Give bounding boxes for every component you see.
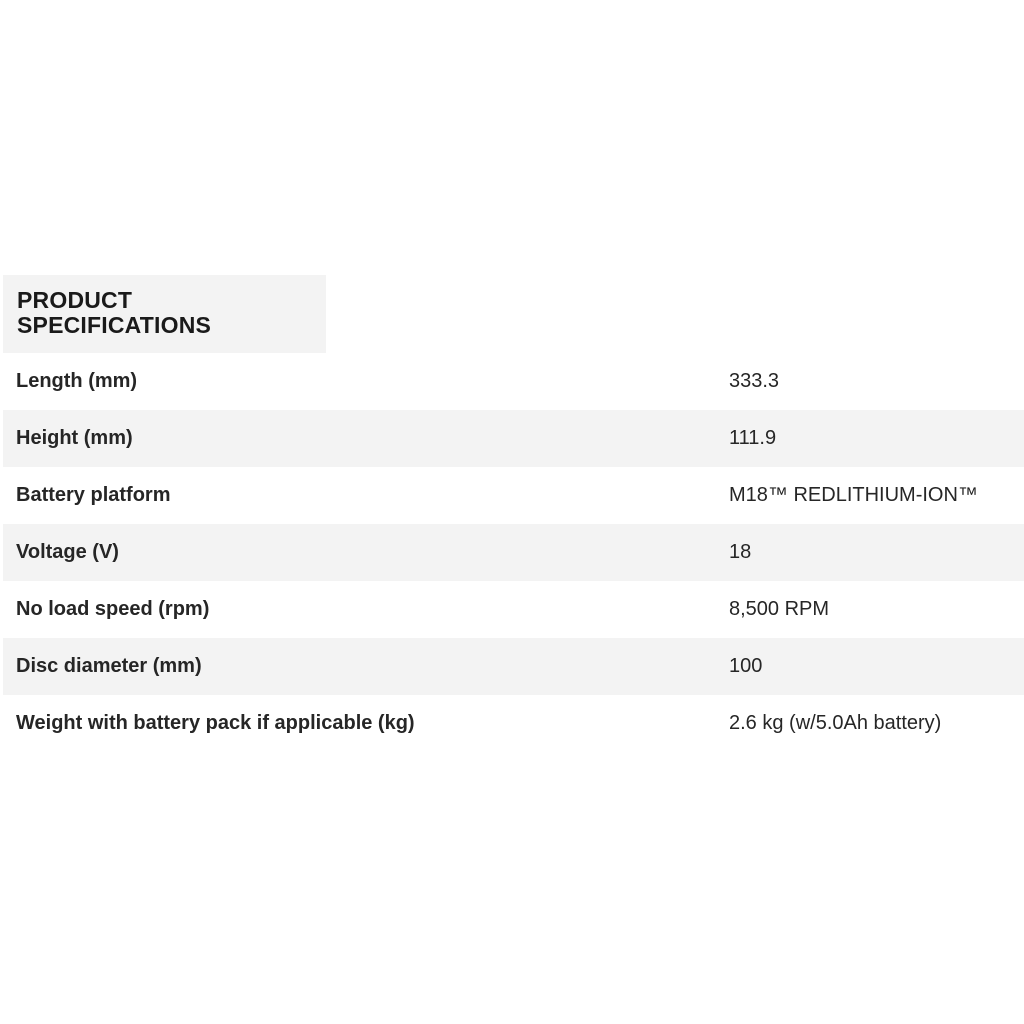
spec-value: 333.3 [729,370,780,392]
spec-label: Length (mm) [16,370,138,392]
spec-label: Battery platform [16,484,171,506]
spec-title: PRODUCT SPECIFICATIONS [17,287,212,338]
product-specifications-table [3,275,1024,752]
spec-label: Weight with battery pack if applicable (kg) [16,712,415,734]
spec-label: Height (mm) [16,427,133,449]
spec-label: No load speed (rpm) [16,598,210,620]
spec-row-no-load-speed [3,581,1024,638]
spec-header [3,275,326,353]
spec-row-disc-diameter [3,638,1024,695]
spec-value: 100 [729,655,763,677]
spec-label: Voltage (V) [16,541,119,563]
spec-value: M18™ REDLITHIUM-ION™ [729,484,978,506]
spec-label: Disc diameter (mm) [16,655,202,677]
spec-row-weight [3,695,1024,752]
spec-row-length [3,353,1024,410]
spec-value: 8,500 RPM [729,598,830,620]
spec-value: 2.6 kg (w/5.0Ah battery) [729,712,942,734]
spec-row-battery-platform [3,467,1024,524]
spec-value: 111.9 [729,427,777,449]
spec-row-voltage [3,524,1024,581]
spec-row-height [3,410,1024,467]
spec-value: 18 [729,541,752,563]
